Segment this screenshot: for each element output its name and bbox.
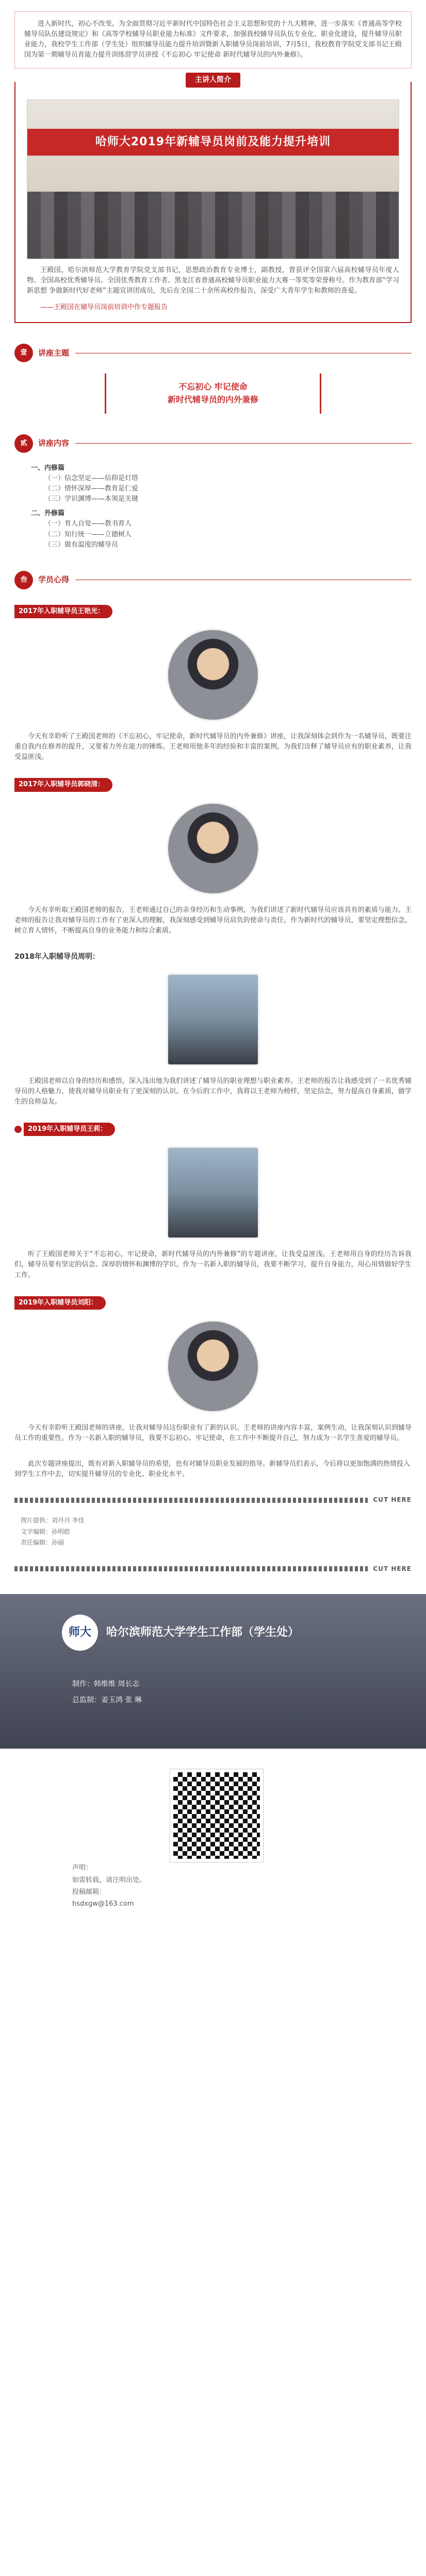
person-reflection: 王殿国老师以自身的经历和感悟，深入浅出地为我们讲述了辅导员的职业理想与职业素养。王老师的报告让我感受到了一名优秀辅导员的人格魅力，使我对辅导员职业有了更深刻的认识。在今后的工作中，我将以王老师为榜样，坚定信念，努力提高自身素质，做学生的良师益友。 (14, 1077, 412, 1106)
content-divider (75, 443, 412, 444)
person-name-tag: 2019年入职辅导员王莉： (24, 1123, 115, 1136)
person-reflection: 今天有幸听取王殿国老师的报告，王老师通过自己的亲身经历和生动事例，为我们讲述了新时代辅导员应该具有的素质与能力。王老师的报告让我对辅导员的工作有了更深入的理解，我深刻感受到辅导员肩负的使命与责任。作为新时代的辅导员，要坚定理想信念，树立育人情怀，不断提高自身的业务能力和综合素质。 (14, 906, 412, 935)
credit-line: 文字编辑：孙明皓 (21, 1528, 71, 1535)
person-name-plain: 2018年入职辅导员周明： (14, 952, 100, 961)
footer (0, 1594, 426, 1924)
theme-line-2: 新时代辅导员的内外兼修 (167, 394, 258, 404)
statement-line: 投稿邮箱： (72, 1888, 106, 1896)
lecture-outline (31, 463, 395, 550)
person-tag (14, 952, 412, 963)
closing-text: 此次专题讲座提出，既有对新入职辅导员的希望，也有对辅导员职业发展的指导。新辅导员们表示，今后将以更加饱满的热情投入到学生工作中去，切实提升辅导员的专业化、职业化水平。 (14, 1460, 411, 1479)
cut-dashes (14, 1498, 368, 1503)
qr-code-icon[interactable] (170, 1769, 263, 1862)
footer-statement (72, 1862, 146, 1910)
page (0, 11, 426, 1924)
university-logo-icon: 师大 (62, 1615, 98, 1651)
staff-line: 制作：韩维维 周长志 (72, 1680, 140, 1689)
person-photo (167, 802, 259, 895)
staff-line: 总监制：姜玉鸿 张 琳 (72, 1696, 142, 1705)
person-photo (167, 973, 259, 1066)
theme-header (14, 344, 412, 362)
cut-label: CUT HERE (373, 1496, 412, 1504)
person-name-tag: 2019年入职辅导员刘阳： (14, 1296, 106, 1310)
cut-line (14, 1495, 412, 1505)
audience-area (27, 192, 399, 259)
statement-email[interactable]: hsdxgw@163.com (72, 1900, 134, 1908)
person-name-tag: 2017年入职辅导员郭晓清： (14, 778, 112, 791)
person-name-tag: 2017年入职辅导员王艳光： (14, 605, 112, 618)
cut-label: CUT HERE (373, 1565, 412, 1572)
person-photo (167, 629, 259, 721)
person-tag (14, 1296, 412, 1310)
speaker-note: ——王殿国在辅导员岗前培训中作专题报告 (40, 303, 168, 311)
person-reflection: 听了王殿国老师关于“不忘初心，牢记使命，新时代辅导员的内外兼修”的专题讲座，让我受益匪浅。王老师用自身的经历告诉我们，辅导员要有坚定的信念、深厚的情怀和渊博的学识。作为一名新入职的辅导员，我要不断学习，提升自身能力，用心用情做好学生工作。 (14, 1250, 412, 1279)
intro-box (14, 11, 412, 69)
event-photo (27, 99, 399, 259)
outline-item: （一）信念坚定——信仰是灯塔 (44, 474, 139, 482)
credit-line: 责任编辑：孙丽 (21, 1539, 64, 1547)
credit-line: 图片提供：刘丹丹 李佳 (21, 1516, 85, 1524)
person-tag (14, 605, 412, 618)
theme-line-1: 不忘初心 牢记使命 (178, 382, 248, 392)
reflection-title: 学员心得 (38, 575, 70, 585)
speaker-section-tab: 主讲人简介 (186, 73, 240, 88)
outline-item: （二）情怀深厚——教育是仁爱 (44, 485, 139, 493)
footer-staff (72, 1676, 142, 1708)
intro-text: 进入新时代，初心不改变。为全面贯彻习近平新时代中国特色社会主义思想和党的十九大精神，进一步落实《普通高等学校辅导员队伍建设规定》和《高等学校辅导员职业能力标准》文件要求，加强我校辅导员队伍专业化、职业化建设，提升辅导员职业能力，我校学生工作部（学生处）组织辅导员能力提升培训暨新入职辅导员岗前培训，7月5日，我校教育学院党支部书记王殿国为第一期辅导员育能力提升训练营学员讲授《不忘初心 牢记使命 新时代辅导员的内外兼修》。 (24, 20, 402, 59)
outline-item: （一）育人自觉——教书育人 (44, 520, 132, 528)
reflection-header (14, 571, 412, 589)
theme-number-badge: 壹 (14, 344, 33, 362)
person-photo (167, 1320, 259, 1413)
outline-item: （三）做有温度的辅导员 (44, 540, 119, 549)
reflection-number-badge: 叁 (14, 571, 33, 589)
speaker-section (14, 75, 412, 324)
event-banner: 哈师大2019年新辅导员岗前及能力提升培训 (27, 129, 399, 156)
person-photo (167, 1146, 259, 1239)
content-title: 讲座内容 (38, 438, 70, 448)
cut-line-2 (14, 1564, 412, 1574)
content-number-badge: 贰 (14, 434, 33, 453)
footer-brand (62, 1615, 299, 1651)
org-name: 哈尔滨师范大学学生工作部（学生处） (106, 1626, 300, 1639)
person-reflection: 今天有幸聆听了王殿国老师的《不忘初心，牢记使命，新时代辅导员的内外兼修》讲座，让我深刻体会到作为一名辅导员，既要注重自我内在修养的提升，又要着力外在能力的锤炼。王老师用他多年的经验和丰富的案例，为我们诠释了辅导员应有的职业素养，让我受益匪浅。 (14, 732, 412, 761)
outline-group-title: 二、外修篇 (31, 510, 65, 518)
cut-dashes (14, 1566, 368, 1571)
outline-item: （三）学识渊博——本领是关键 (44, 495, 139, 503)
content-header (14, 434, 412, 453)
bullet-dot-icon (14, 1126, 22, 1133)
credits (21, 1515, 405, 1549)
statement-line: 如需转载，请注明出处。 (72, 1876, 146, 1884)
speaker-bio: 王殿国，哈尔滨师范大学教育学院党支部书记，思想政治教育专业博士，副教授，曾获评全国第六届高校辅导员年度人物、全国高校优秀辅导员、全国优秀教育工作者、黑龙江省普通高校辅导员职业能力大赛一等奖等荣誉称号。作为教育部“学习新思想 争做新时代好老师”主题宣讲团成员，先后在全国二十余所高校作报告，深受广大青年学生和教师的喜爱。 (27, 266, 399, 295)
person-tag (14, 1123, 412, 1136)
person-tag (14, 778, 412, 791)
person-reflection: 今天有幸聆听王殿国老师的讲座，让我对辅导员这份职业有了新的认识。王老师的讲座内容丰富，案例生动，让我深刻认识到辅导员工作的重要性。作为一名新入职的辅导员，我要不忘初心、牢记使命，在工作中不断提升自己，努力成为一名学生喜爱的辅导员。 (14, 1423, 412, 1442)
statement-line: 声明： (72, 1864, 93, 1872)
theme-box (105, 374, 321, 414)
outline-group-title: 一、内修篇 (31, 464, 65, 472)
outline-item: （二）知行统一——立德树人 (44, 530, 132, 538)
theme-title: 讲座主题 (38, 348, 70, 358)
